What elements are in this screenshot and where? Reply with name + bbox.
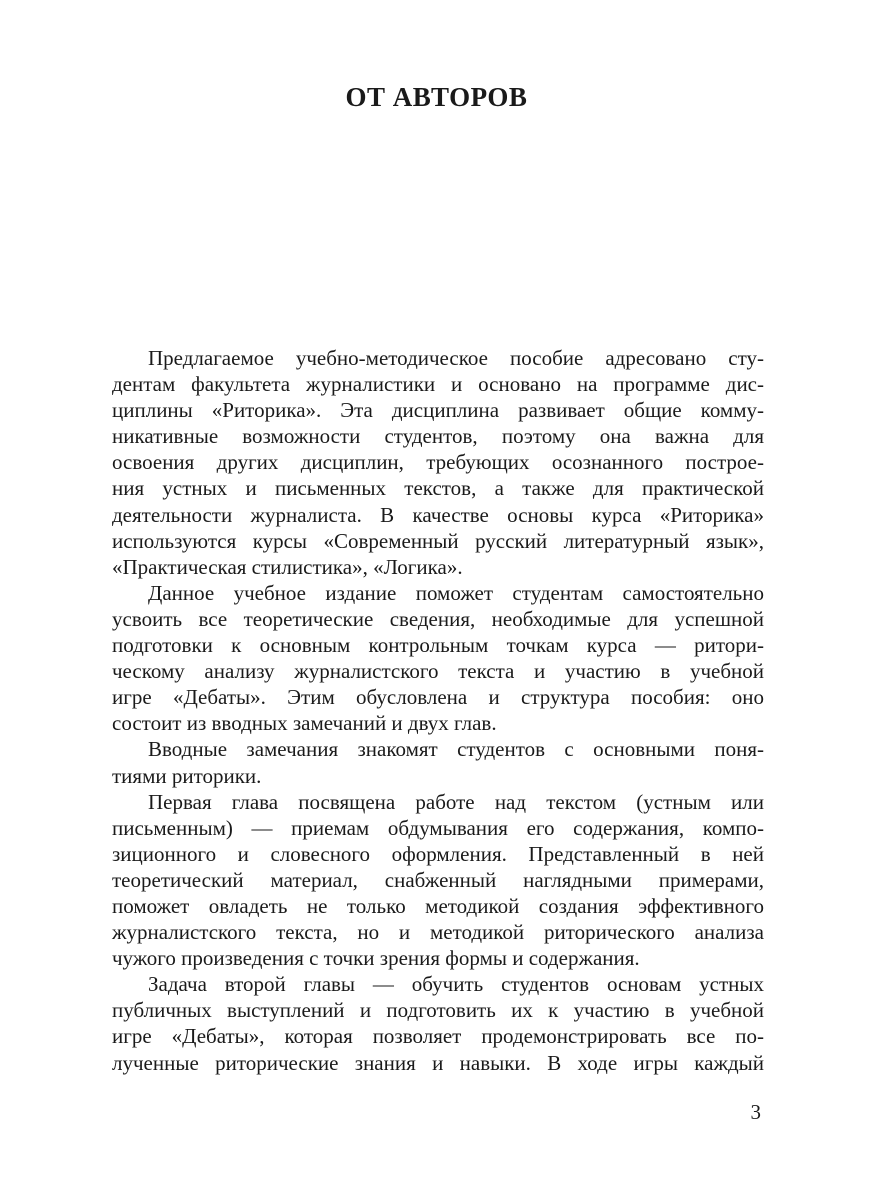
text-line: тиями риторики. [112,763,262,788]
text-line: усвоить все теоретические сведения, необходимые для успешной [112,606,764,631]
text-line: теоретический материал, снабженный наглядными примерами, [112,867,764,892]
text-line: поможет овладеть не только методикой создания эффективного [112,893,764,918]
text-line: Первая глава посвящена работе над текстом (устным или [148,789,764,814]
text-line: используются курсы «Современный русский литературный язык», [112,528,764,553]
text-line: Вводные замечания знакомят студентов с основными поня- [148,737,764,762]
text-line: деятельности журналиста. В качестве основы курса «Риторика» [112,502,764,527]
text-line: ния устных и письменных текстов, а также для практической [112,476,764,501]
text-line: ческому анализу журналистского текста и участию в учебной [112,659,764,684]
text-line: дентам факультета журналистики и основано на программе дис- [112,372,764,397]
text-line: игре «Дебаты», которая позволяет продемонстрировать все по- [112,1024,764,1049]
text-line: никативные возможности студентов, поэтому она важна для [112,424,764,449]
text-line: состоит из вводных замечаний и двух глав. [112,711,497,736]
text-line: письменным) — приемам обдумывания его содержания, компо- [112,815,764,840]
text-line: циплины «Риторика». Эта дисциплина развивает общие комму- [112,398,764,423]
text-line: «Практическая стилистика», «Логика». [112,554,463,579]
text-line: публичных выступлений и подготовить их к участию в учебной [112,998,764,1023]
page-number: 3 [750,1100,761,1124]
body-text [112,345,764,1076]
text-line: освоения других дисциплин, требующих осознанного построе- [112,450,764,475]
text-line: чужого произведения с точки зрения формы и содержания. [112,946,640,971]
page-title: ОТ АВТОРОВ [345,82,528,112]
text-line: лученные риторические знания и навыки. В ходе игры каждый [112,1050,764,1075]
text-line: Предлагаемое учебно-методическое пособие адресовано сту- [148,346,764,370]
text-line: журналистского текста, но и методикой риторического анализа [112,920,764,945]
text-line: подготовки к основным контрольным точкам курса — ритори- [112,633,764,658]
text-line: зиционного и словесного оформления. Представленный в ней [112,841,764,866]
text-line: игре «Дебаты». Этим обусловлена и структура пособия: оно [112,685,764,710]
text-line: Данное учебное издание поможет студентам самостоятельно [148,580,764,605]
text-line: Задача второй главы — обучить студентов основам устных [148,972,764,997]
